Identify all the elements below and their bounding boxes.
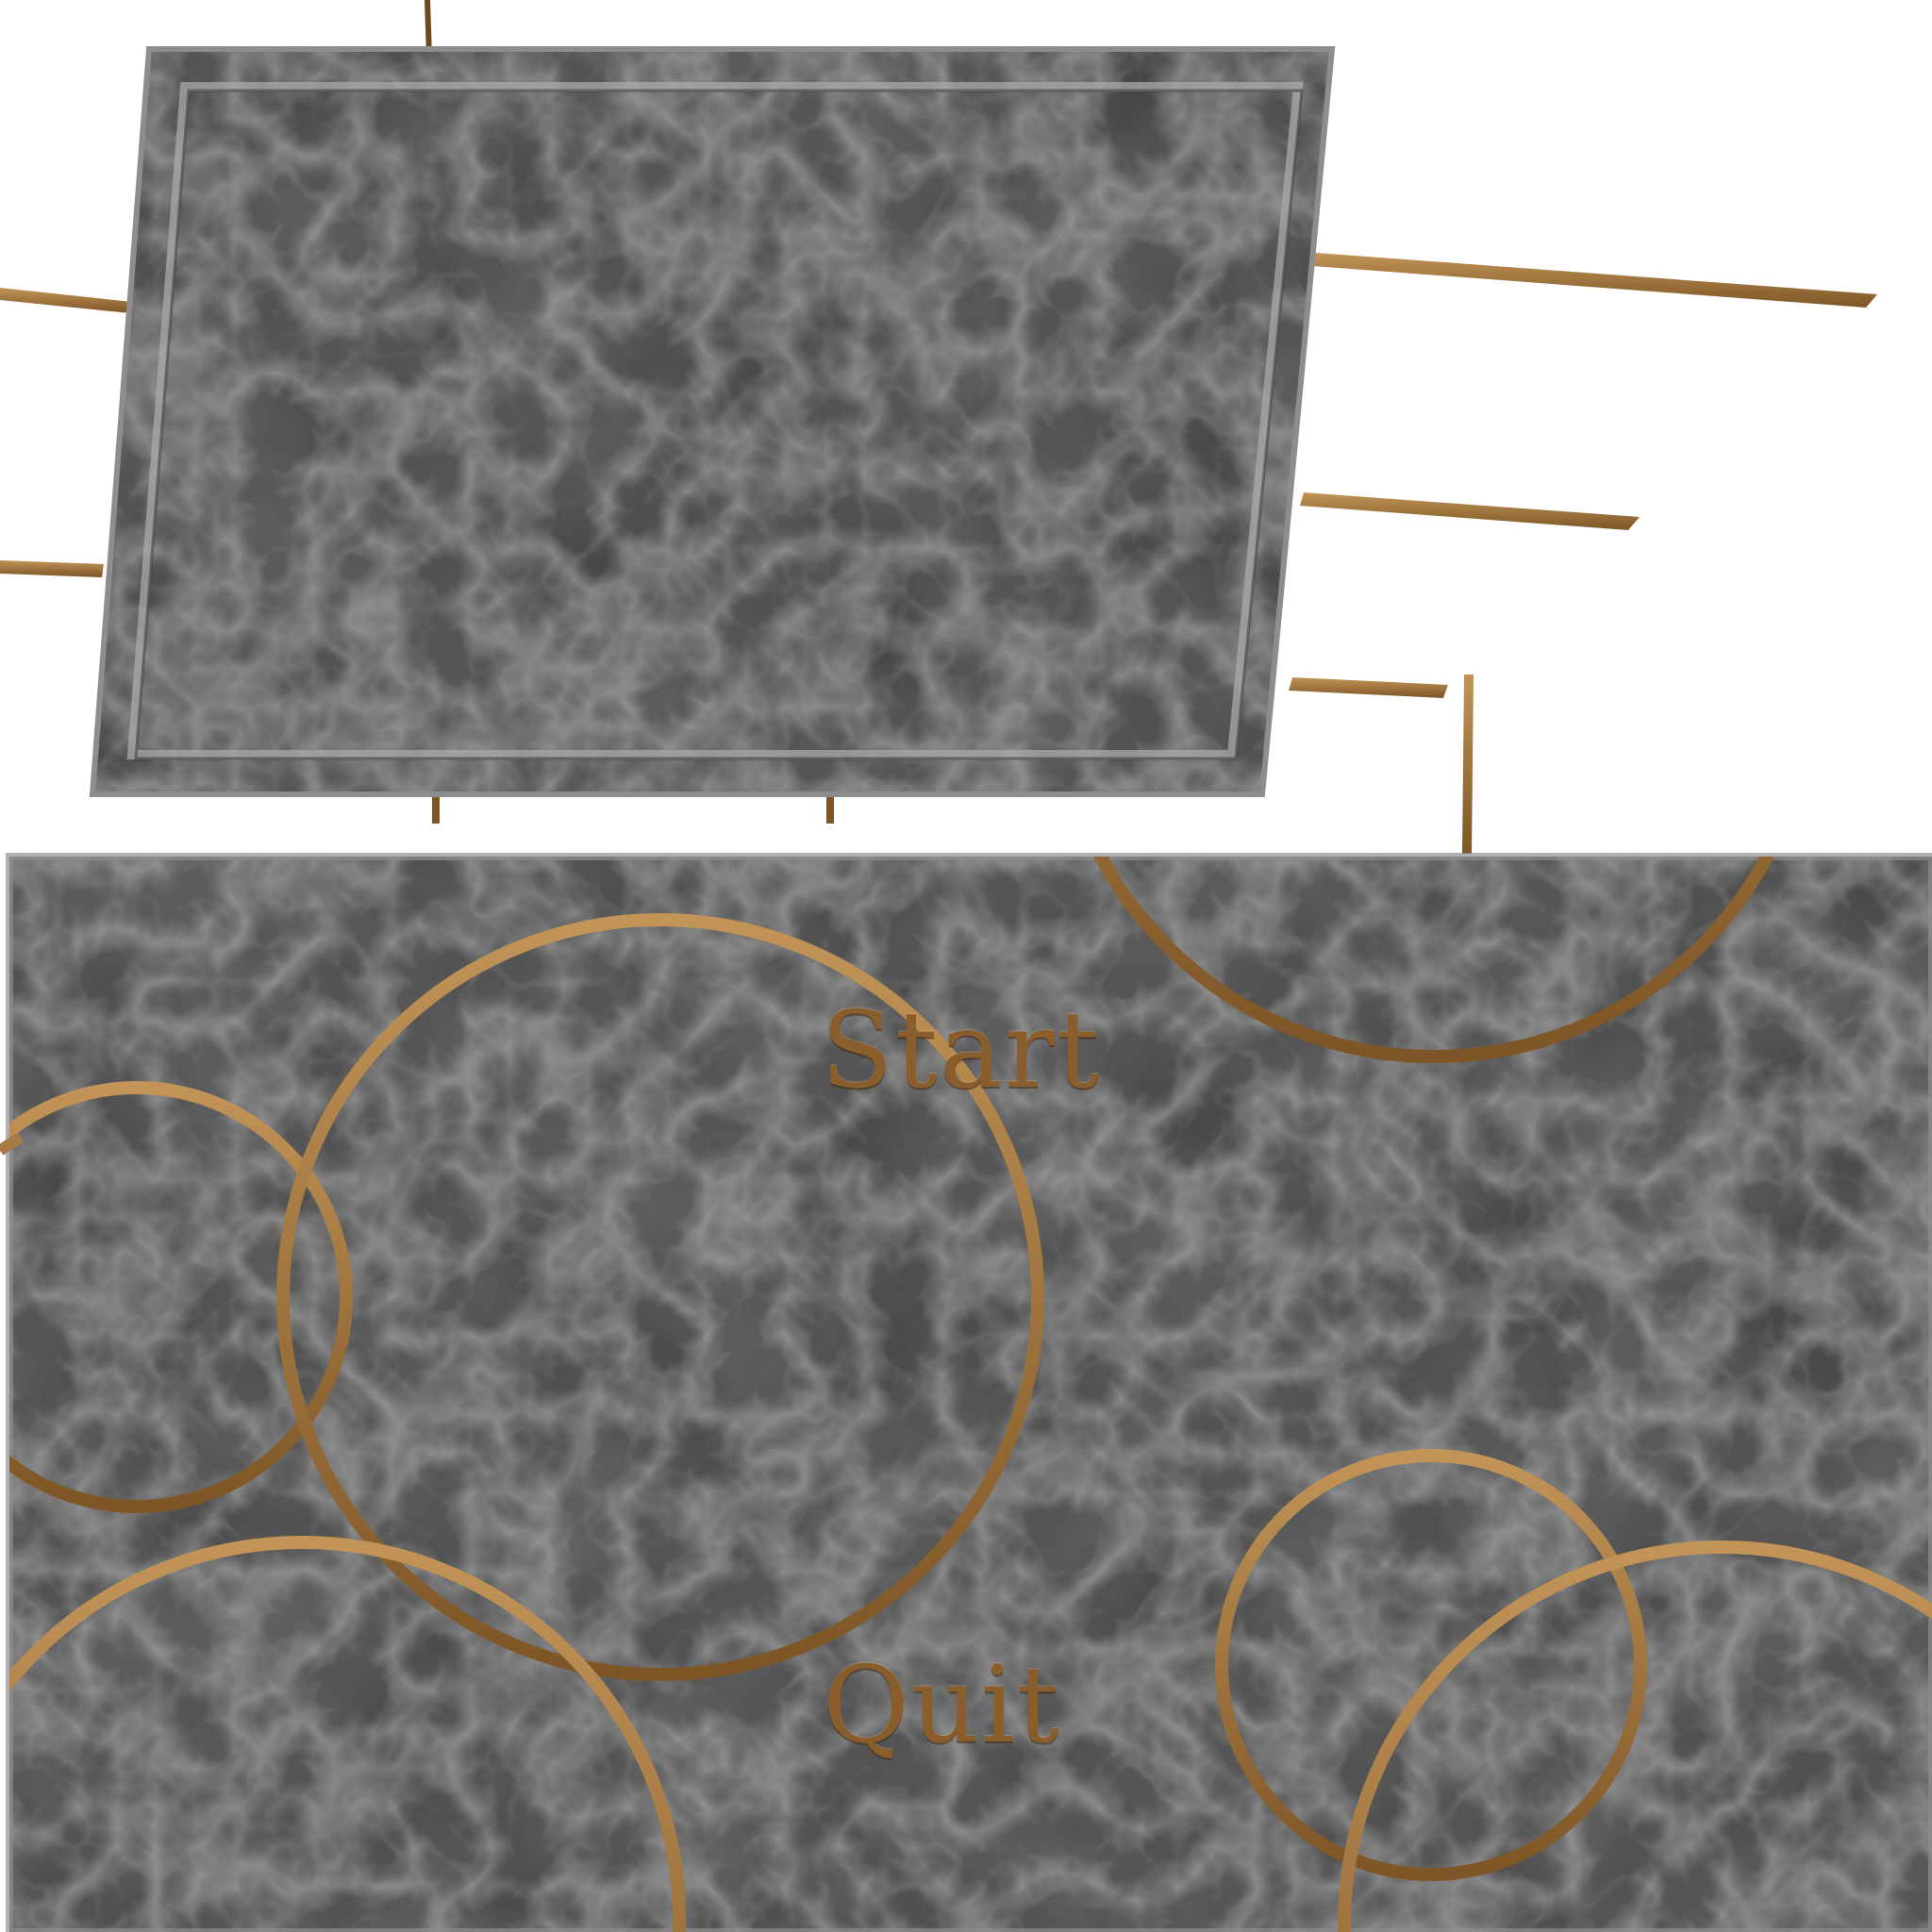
bronze-bar xyxy=(826,797,834,824)
bronze-bar xyxy=(0,288,132,313)
bronze-bar xyxy=(1462,675,1474,854)
bronze-bar xyxy=(0,560,104,577)
start-button[interactable]: Start xyxy=(821,990,1102,1112)
bronze-bar xyxy=(1313,253,1877,308)
bronze-bar xyxy=(1300,492,1640,530)
quit-button[interactable]: Quit xyxy=(823,1644,1061,1767)
bronze-bar xyxy=(432,797,440,824)
bronze-bar xyxy=(1289,677,1448,698)
title-plate xyxy=(92,49,1332,794)
